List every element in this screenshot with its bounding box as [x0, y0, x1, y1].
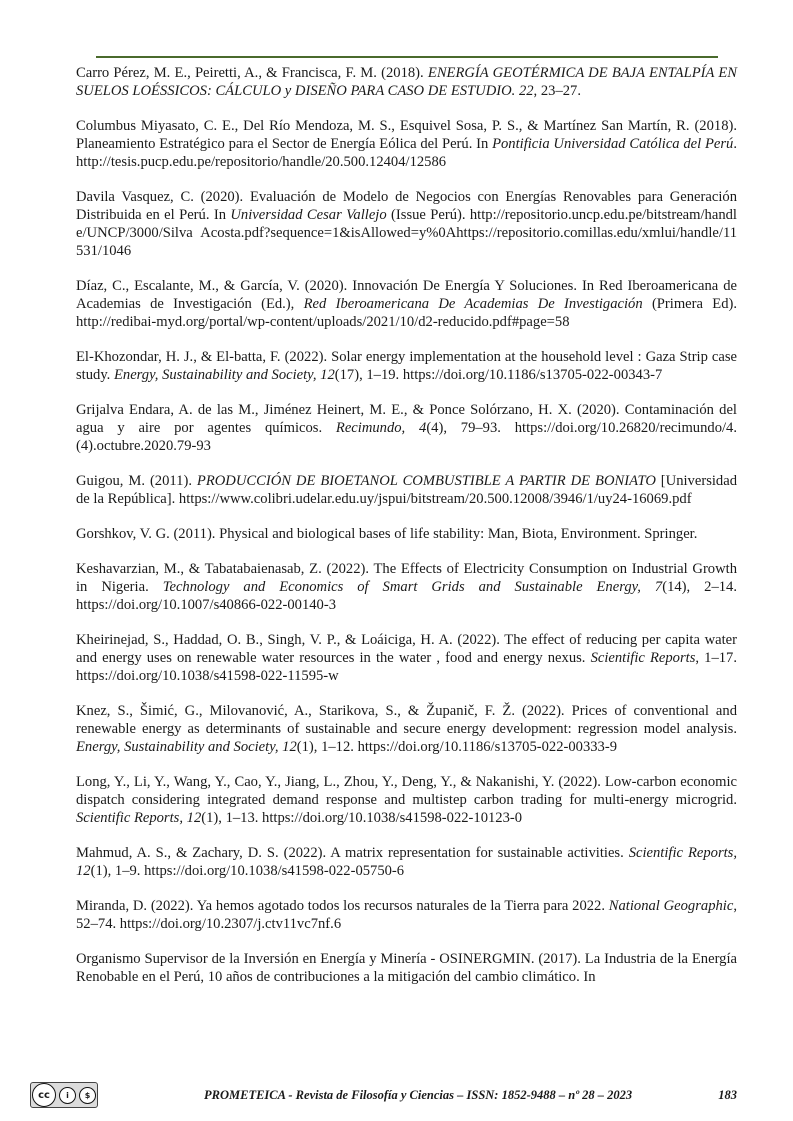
- reference-entry: El-Khozondar, H. J., & El-batta, F. (2022). Solar energy implementation at the household level : Gaza Strip case study. Energy, Sustainability and Society, 12(17), 1–19. https://doi.org/10.1186/s13705-022-00343-7: [76, 349, 737, 383]
- reference-entry: Columbus Miyasato, C. E., Del Río Mendoza, M. S., Esquivel Sosa, P. S., & Martínez San Martín, R. (2018). Planeamiento Estratégico para el Sector de Energía Eólica del Perú. In Pontificia Universidad Católica del Perú. http://tesis.pucp.edu.pe/repositorio/handle/20.500.12404/12586: [76, 118, 737, 170]
- header-rule: [96, 56, 718, 58]
- reference-entry: Guigou, M. (2011). PRODUCCIÓN DE BIOETANOL COMBUSTIBLE A PARTIR DE BONIATO [Universidad de la República]. https://www.colibri.udelar.edu.uy/jspui/bitstream/20.500.12008/3946/1/uy24-16069.pdf: [76, 473, 737, 507]
- cc-license-badge: [30, 1082, 98, 1108]
- reference-entry: Grijalva Endara, A. de las M., Jiménez Heinert, M. E., & Ponce Solórzano, H. X. (2020). Contaminación del agua y aire por agentes químicos. Recimundo, 4(4), 79–93. https://doi.org/10.26820/recimundo/4.(4).octubre.2020.79-93: [76, 402, 737, 454]
- attribution-icon: i: [59, 1087, 76, 1104]
- reference-entry: Kheirinejad, S., Haddad, O. B., Singh, V. P., & Loáiciga, H. A. (2022). The effect of reducing per capita water and energy uses on renewable water resources in the water , food and energy nexus. Scientific Reports, 1–17. https://doi.org/10.1038/s41598-022-11595-w: [76, 632, 737, 684]
- reference-entry: Díaz, C., Escalante, M., & García, V. (2020). Innovación De Energía Y Soluciones. In Red Iberoamericana de Academias de Investigación (Ed.), Red Iberoamericana De Academias De Investigación (Primera Ed). http://redibai-myd.org/portal/wp-content/uploads/2021/10/d2-reducido.pdf#page=58: [76, 278, 738, 330]
- reference-entry: Organismo Supervisor de la Inversión en Energía y Minería - OSINERGMIN. (2017). La Industria de la Energía Renobable en el Perú, 10 años de contribuciones a la mitigación del cambio climático. In: [76, 951, 737, 985]
- noncommercial-icon: $: [79, 1087, 96, 1104]
- cc-icon: cc: [32, 1083, 56, 1107]
- reference-list: [76, 64, 737, 1003]
- reference-entry: Long, Y., Li, Y., Wang, Y., Cao, Y., Jiang, L., Zhou, Y., Deng, Y., & Nakanishi, Y. (2022). Low-carbon economic dispatch considering integrated demand response and multistep carbon trading for multi-energy microgrid. Scientific Reports, 12(1), 1–13. https://doi.org/10.1038/s41598-022-10123-0: [76, 774, 737, 826]
- journal-citation: PROMETEICA - Revista de Filosofía y Ciencias – ISSN: 1852-9488 – nº 28 – 2023: [204, 1088, 633, 1102]
- reference-entry: Miranda, D. (2022). Ya hemos agotado todos los recursos naturales de la Tierra para 2022. National Geographic, 52–74. https://doi.org/10.2307/j.ctv11vc7nf.6: [76, 898, 737, 932]
- page-footer: [30, 1079, 737, 1109]
- reference-entry: Mahmud, A. S., & Zachary, D. S. (2022). A matrix representation for sustainable activities. Scientific Reports, 12(1), 1–9. https://doi.org/10.1038/s41598-022-05750-6: [76, 845, 738, 879]
- reference-entry: Carro Pérez, M. E., Peiretti, A., & Francisca, F. M. (2018). ENERGÍA GEOTÉRMICA DE BAJA ENTALPÍA EN SUELOS LOÉSSICOS: CÁLCULO y DISEÑO PARA CASO DE ESTUDIO. 22, 23–27.: [76, 65, 737, 99]
- reference-entry: Davila Vasquez, C. (2020). Evaluación de Modelo de Negocios con Energías Renovables para Generación Distribuida en el Perú. In Universidad Cesar Vallejo (Issue Perú). http://repositorio.uncp.edu.pe/bitstream/handle/UNCP/3000/Silva Acosta.pdf?sequence=1&isAllowed=y%0Ahttps://repositorio.comillas.edu/xmlui/handle/11531/1046: [76, 189, 737, 259]
- page-number: 183: [718, 1088, 737, 1102]
- reference-entry: Keshavarzian, M., & Tabatabaienasab, Z. (2022). The Effects of Electricity Consumption on Industrial Growth in Nigeria. Technology and Economics of Smart Grids and Sustainable Energy, 7(14), 2–14. https://doi.org/10.1007/s40866-022-00140-3: [76, 561, 737, 613]
- reference-entry: Gorshkov, V. G. (2011). Physical and biological bases of life stability: Man, Biota, Environment. Springer.: [76, 526, 698, 542]
- reference-entry: Knez, S., Šimić, G., Milovanović, A., Starikova, S., & Županič, F. Ž. (2022). Prices of conventional and renewable energy as determinants of sustainable and secure energy development: regression model analysis. Energy, Sustainability and Society, 12(1), 1–12. https://doi.org/10.1186/s13705-022-00333-9: [76, 703, 737, 755]
